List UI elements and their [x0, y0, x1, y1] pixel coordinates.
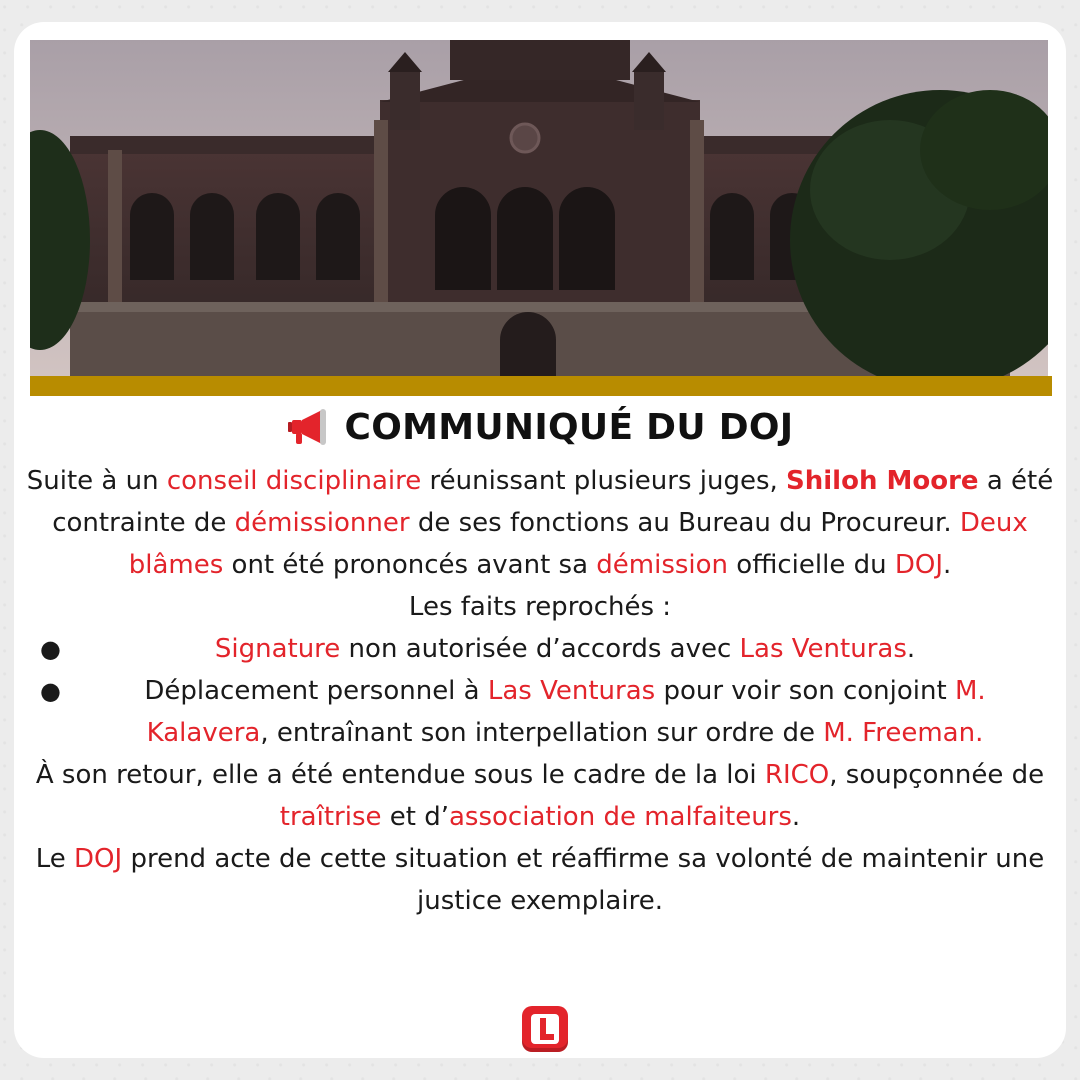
courthouse-photo [30, 40, 1048, 382]
person-name: Shiloh Moore [786, 466, 979, 496]
bullet-icon: ● [40, 677, 61, 705]
paragraph-intro: Suite à un conseil disciplinaire réunissant plusieurs juges, Shiloh Moore a été contrainte de démissionner de ses fonctions au Bureau du Procureur. Deux blâmes ont été prononcés avant sa démission officielle du DOJ. [26, 466, 1054, 580]
highlight: démission [596, 550, 729, 580]
highlight: conseil disciplinaire [166, 466, 422, 496]
page-title: COMMUNIQUÉ DU DOJ [344, 406, 794, 448]
paragraph-rico: À son retour, elle a été entendue sous le cadre de la loi RICO, soupçonnée de traîtrise et d’association de malfaiteurs. [35, 760, 1045, 832]
megaphone-icon [286, 407, 334, 447]
list-item: ● Déplacement personnel à Las Venturas pour voir son conjoint M. Kalavera, entraînant son interpellation sur ordre de M. Freeman. [22, 670, 1058, 754]
facts-list [22, 628, 1058, 754]
announcement-body [22, 460, 1058, 922]
highlight: DOJ [894, 550, 943, 580]
paragraph-closing: Le DOJ prend acte de cette situation et réaffirme sa volonté de maintenir une justice exemplaire. [35, 844, 1045, 916]
list-item: ● Signature non autorisée d’accords avec Las Venturas. [22, 628, 1058, 670]
headline [14, 396, 1066, 458]
facts-heading: Les faits reprochés : [408, 592, 672, 622]
highlight: démissionner [234, 508, 410, 538]
l-logo-icon [522, 1006, 568, 1052]
highlight: Deux blâmes [128, 508, 1028, 580]
announcement-card [14, 22, 1066, 1058]
gold-divider [30, 376, 1052, 396]
bullet-icon: ● [40, 635, 61, 663]
